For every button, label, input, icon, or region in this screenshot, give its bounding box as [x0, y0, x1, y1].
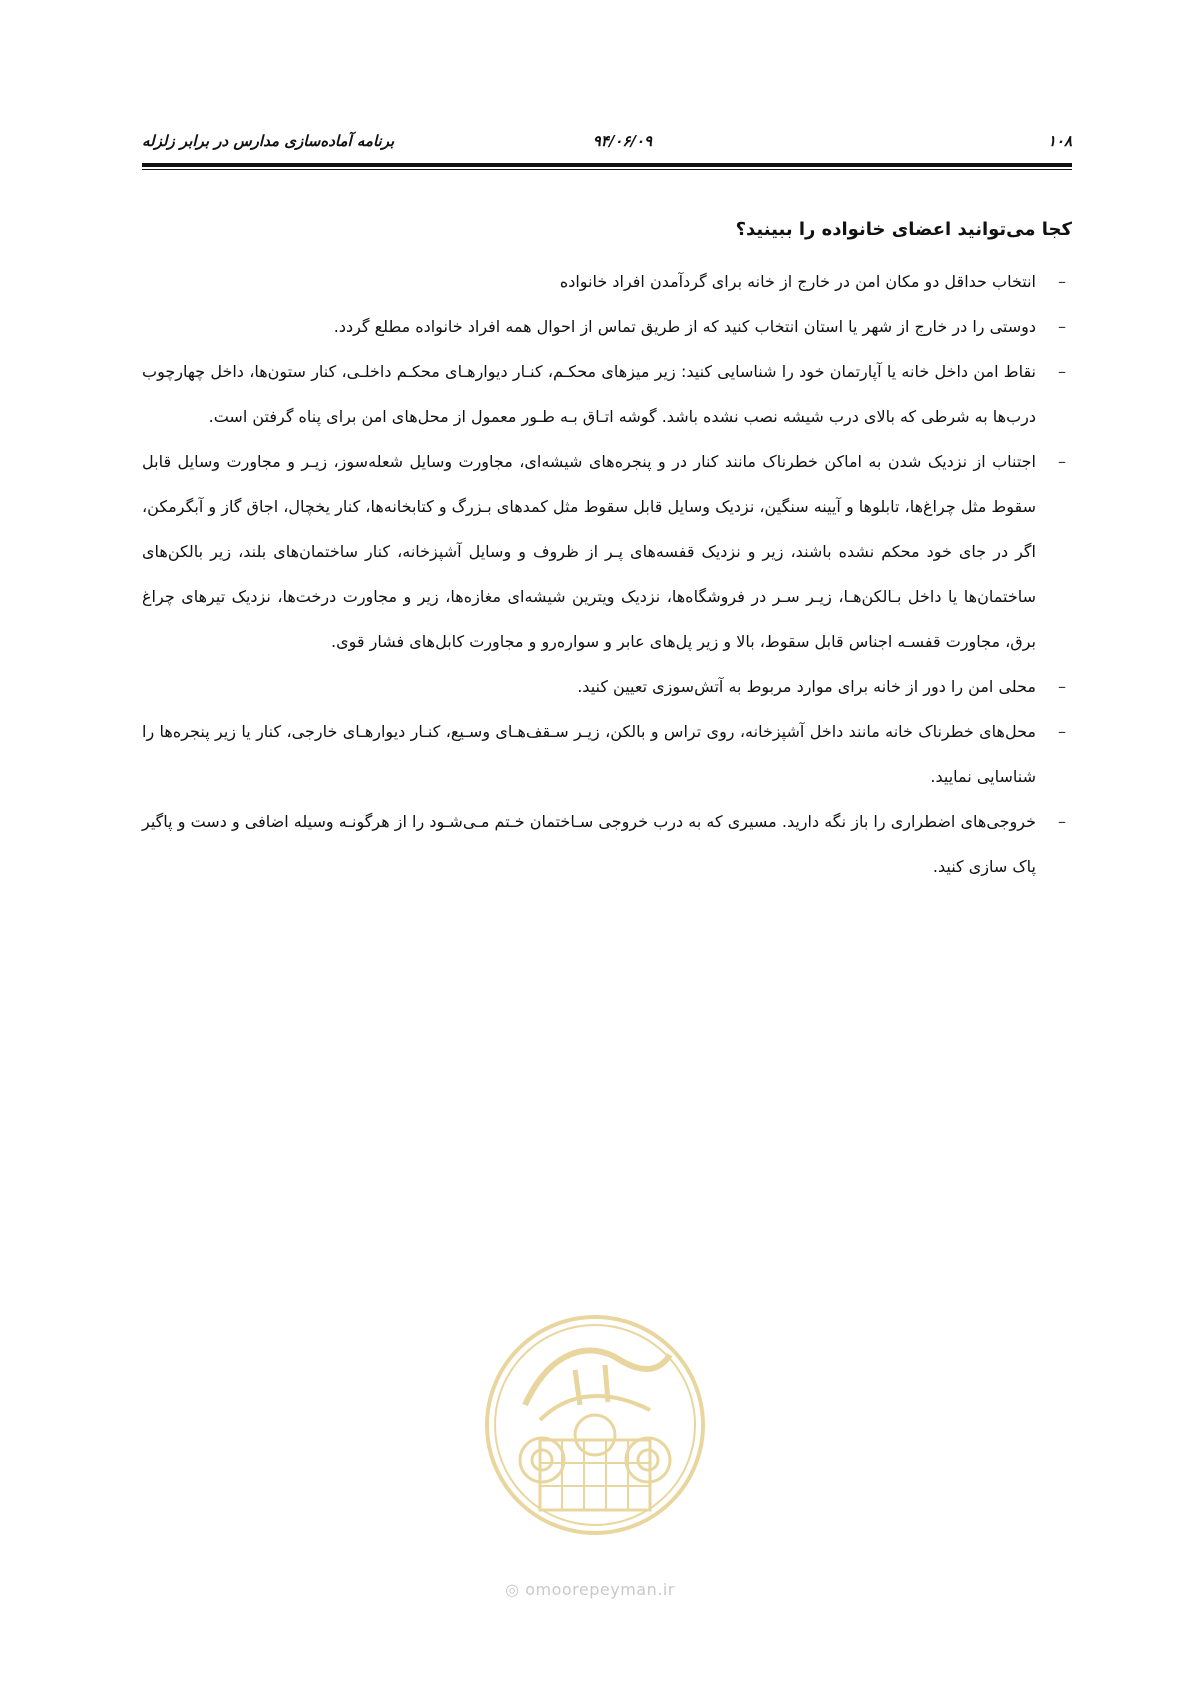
list-item — [142, 259, 1072, 304]
dash-bullet-icon: – — [1058, 317, 1066, 336]
dash-bullet-icon: – — [1058, 722, 1066, 741]
list-item — [142, 304, 1072, 349]
list-item-text: خروجی‌های اضطراری را باز نگه دارید. مسیری که به درب خروجی سـاختمان خـتم مـی‌شـود را از هرگونـه وسیله اضافی و دست و پاگیر پاک سازی کنید. — [142, 812, 1036, 876]
dash-bullet-icon: – — [1058, 452, 1066, 471]
dash-bullet-icon: – — [1058, 812, 1066, 831]
dash-bullet-icon: – — [1058, 272, 1066, 291]
list-item-text: اجتناب از نزدیک شدن به اماکن خطرناک مانند کنار در و پنجره‌های شیشه‌ای، مجاورت وسایل شعله‌سوز، زیـر و مجاورت وسایل قابل سقوط مثل چراغ‌ها، تابلوها و آیینه سنگین، نزدیک وسایل قابل سقوط مثل کمدهای بـزرگ و کتابخانه‌ها، کنار یخچال، اجاق گاز و آبگرمکن، اگر در جای خود محکم نشده باشند، زیر و نزدیک قفسه‌های پـر از ظروف و وسایل آشپزخانه، کنار ساختمان‌های بلند، زیر بالکن‌های ساختمان‌ها یا داخل بـالکن‌هـا، زیـر سـر در فروشگاه‌ها، نزدیک ویترین شیشه‌ای مغازه‌ها، زیر و مجاورت درخت‌ها، نزدیک تیرهای چراغ برق، مجاورت قفسـه اجناس قابل سقوط، بالا و زیر پل‌های عابر و سواره‌رو و مجاورت کابل‌های فشار قوی. — [142, 452, 1036, 651]
list-item — [142, 439, 1072, 664]
list-item — [142, 799, 1072, 889]
list-item-text: نقاط امن داخل خانه یا آپارتمان خود را شناسایی کنید: زیر میزهای محکـم، کنـار دیوارهـای محکـم داخلـی، کنار ستون‌ها، داخل چهارچوب درب‌ها به شرطی که بالای درب شیشه نصب نشده باشد. گوشه اتـاق بـه طـور معمول از محل‌های امن برای پناه گرفتن است. — [142, 362, 1036, 426]
document-title: برنامه آماده‌سازی مدارس در برابر زلزله — [142, 132, 395, 150]
list-item-text: محلی امن را دور از خانه برای موارد مربوط به آتش‌سوزی تعیین کنید. — [577, 677, 1036, 696]
list-item-text: محل‌های خطرناک خانه مانند داخل آشپزخانه، روی تراس و بالکن، زیـر سـقف‌هـای وسـیع، کنـار دیوارهـای خارجی، کنار یا زیر پنجره‌ها را شناسایی نمایید. — [142, 722, 1036, 786]
header-rule-thick — [142, 163, 1072, 167]
watermark-website: ◎ omoorepeyman.ir — [505, 1580, 675, 1599]
list-item — [142, 664, 1072, 709]
header-rule-thin — [142, 169, 1072, 170]
list-item — [142, 709, 1072, 799]
list-item-text: انتخاب حداقل دو مکان امن در خارج از خانه برای گردآمدن افراد خانواده — [559, 272, 1036, 291]
dash-bullet-icon: – — [1058, 677, 1066, 696]
dash-bullet-icon: – — [1058, 362, 1066, 381]
list-item-text: دوستی را در خارج از شهر یا استان انتخاب کنید که از طریق تماس از احوال همه افراد خانواده مطلع گردد. — [333, 317, 1036, 336]
section-content — [142, 215, 1072, 889]
list-item — [142, 349, 1072, 439]
watermark-logo-icon — [480, 1310, 710, 1540]
section-heading: کجا می‌توانید اعضای خانواده را ببینید؟ — [735, 219, 1072, 240]
bullet-list — [142, 259, 1072, 889]
page-number: ۱۰۸ — [1047, 132, 1072, 150]
page-header — [142, 128, 1072, 158]
header-date: ۹۴/۰۶/۰۹ — [592, 132, 652, 150]
